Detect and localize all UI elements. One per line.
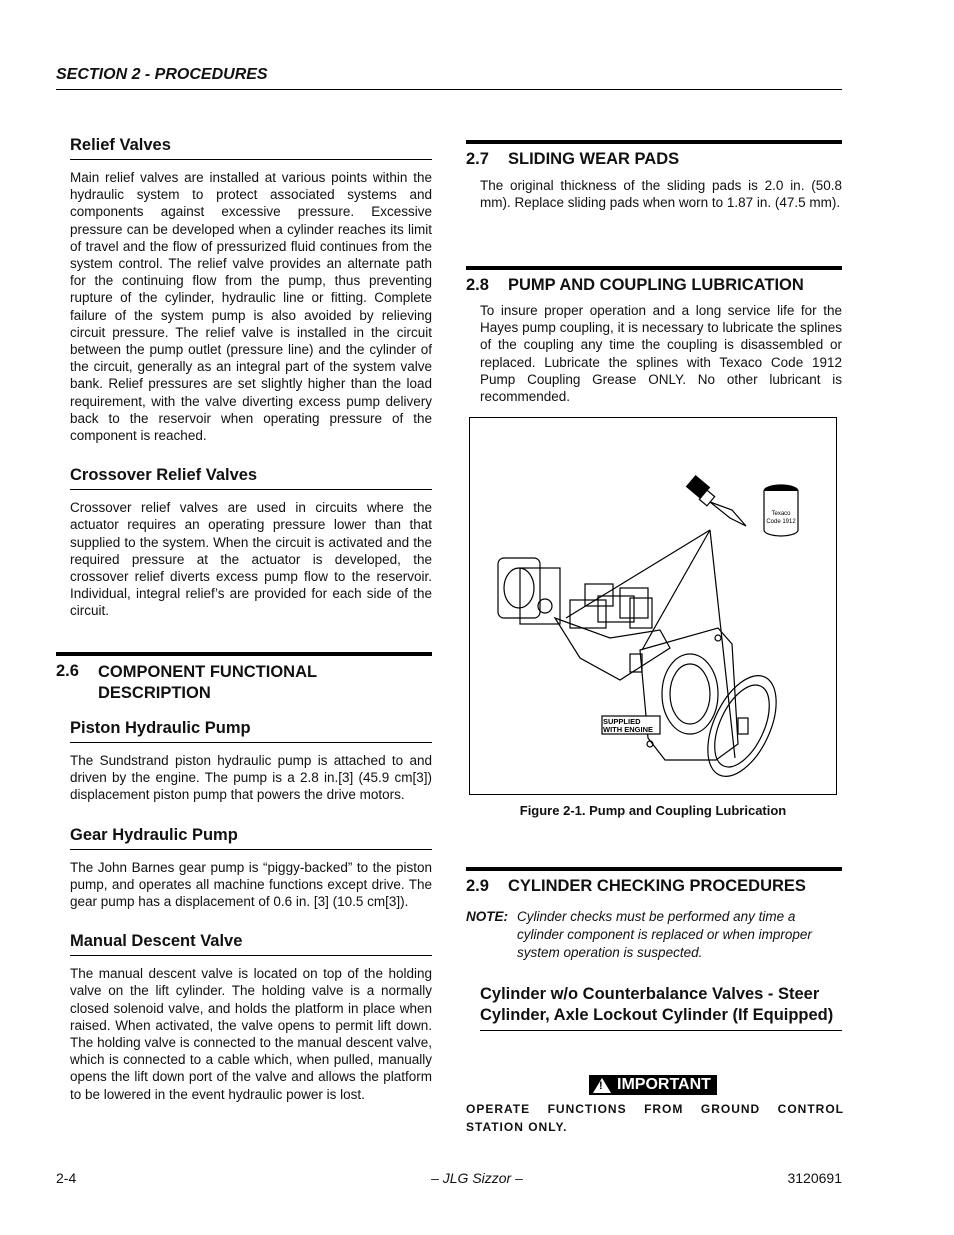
crossover-heading: Crossover Relief Valves (70, 466, 432, 490)
section-2-9-title: CYLINDER CHECKING PROCEDURES (508, 877, 806, 895)
important-banner (589, 1075, 717, 1095)
relief-valves-text: Main relief valves are installed at various points within the hydraulic system to protect associated systems and components against excessive pressure. Excessive pressure can be developed when a cylinder reaches its limit of travel and the flow of pressurized fluid continues from the system control. The relief valve provides an alternate path for the continuing flow from the pump, thus preventing rupture of the cylinder, hydraulic line or fitting. Complete failure of the system pump is also avoided by relieving circuit pressure. The relief valve is installed in the circuit between the pump outlet (pressure line) and the cylinder of the circuit, generally as an integral part of the system valve bank. Relief pressures are set slightly higher than the load requirement, with the valve diverting excess pump delivery back to the reservoir when operating pressure of the component is reached. (70, 170, 432, 444)
can-label-line2: Code 1912 (766, 519, 796, 525)
cylinder-heading: Cylinder w/o Counterbalance Valves - Steer Cylinder, Axle Lockout Cylinder (If Equipped) (480, 985, 834, 1024)
piston-pump-heading: Piston Hydraulic Pump (70, 719, 432, 743)
important-label: IMPORTANT (617, 1076, 711, 1093)
section-2-8-text: To insure proper operation and a long service life for the Hayes pump coupling, it is necessary to lubricate the splines of the coupling any time the coupling is disassembled or replaced. Lubricate the splines with Texaco Code 1912 Pump Coupling Grease ONLY. No other lubricant is recommended. (480, 303, 842, 405)
warning-icon: ! (593, 1078, 611, 1093)
section-2-8-number: 2.8 (466, 276, 489, 294)
page-number: 2-4 (56, 1170, 77, 1186)
cylinder-heading-block (480, 984, 842, 1031)
note-text: Cylinder checks must be performed any time a cylinder component is replaced or when improper system operation is suspected. (517, 909, 812, 960)
section-2-9-heading (466, 867, 842, 896)
manual-descent-heading: Manual Descent Valve (70, 932, 432, 956)
section-2-7-number: 2.7 (466, 150, 489, 168)
manual-descent-text: The manual descent valve is located on top of the holding valve on the lift cylinder. The holding valve is a normally closed solenoid valve, and holds the platform in place when raised. When activated, the valve opens to permit lift down. The holding valve is connected to the manual descent valve, which is connected to a cable which, when pulled, manually opens the lift down port of the valve and allows the platform to be lowered in the event hydraulic power is lost. (70, 966, 432, 1102)
supplied-label-line1: SUPPLIED (603, 717, 641, 726)
piston-pump-text: The Sundstrand piston hydraulic pump is attached to and driven by the engine. The pump is a 2.8 in.[3] (45.9 cm[3]) displacement piston pump that powers the drive motors. (70, 753, 432, 803)
can-label-line1: Texaco (771, 511, 791, 517)
supplied-label-line2: WITH ENGINE (603, 725, 653, 734)
left-column-lower (70, 719, 432, 1103)
section-2-7-text: The original thickness of the sliding pads is 2.0 in. (50.8 mm). Replace sliding pads when worn to 1.87 in. (47.5 mm). (480, 178, 842, 211)
gear-pump-text: The John Barnes gear pump is “piggy-backed” to the piston pump, and operates all machine functions except drive. The gear pump has a displacement of 0.6 in. [3] (10.5 cm[3]). (70, 859, 432, 910)
pump-coupling-illustration (470, 418, 836, 794)
document-number: 3120691 (787, 1170, 842, 1186)
footer-title: – JLG Sizzor – (431, 1170, 523, 1186)
section-2-6-heading (56, 652, 432, 704)
section-2-8-title: PUMP AND COUPLING LUBRICATION (508, 276, 804, 294)
section-2-6-title: COMPONENT FUNCTIONAL DESCRIPTION (98, 663, 317, 702)
crossover-text: Crossover relief valves are used in circuits where the actuator requires an operating pressure lower than that supplied to the system. When the circuit is activated and the required pressure at the actuator is developed, the crossover relief diverts excess pump flow to the reservoir. Individual, integral relief’s are provided for each side of the circuit. (70, 500, 432, 619)
section-2-9-number: 2.9 (466, 877, 489, 895)
left-column (70, 136, 432, 620)
section-2-7-title: SLIDING WEAR PADS (508, 150, 680, 168)
section-2-8-heading (466, 266, 842, 295)
important-text: OPERATE FUNCTIONS FROM GROUND CONTROL STATION ONLY. (466, 1102, 844, 1134)
section-2-7-heading (466, 140, 842, 169)
header-rule (56, 89, 842, 90)
gear-pump-heading: Gear Hydraulic Pump (70, 826, 432, 850)
section-2-6-number: 2.6 (56, 662, 79, 680)
figure-caption: Figure 2-1. Pump and Coupling Lubrication (519, 803, 787, 818)
section-header: SECTION 2 - PROCEDURES (56, 66, 268, 83)
pump-coupling-figure (469, 417, 837, 795)
relief-valves-heading: Relief Valves (70, 136, 432, 160)
note-block (466, 908, 844, 962)
note-label: NOTE: (466, 909, 508, 924)
